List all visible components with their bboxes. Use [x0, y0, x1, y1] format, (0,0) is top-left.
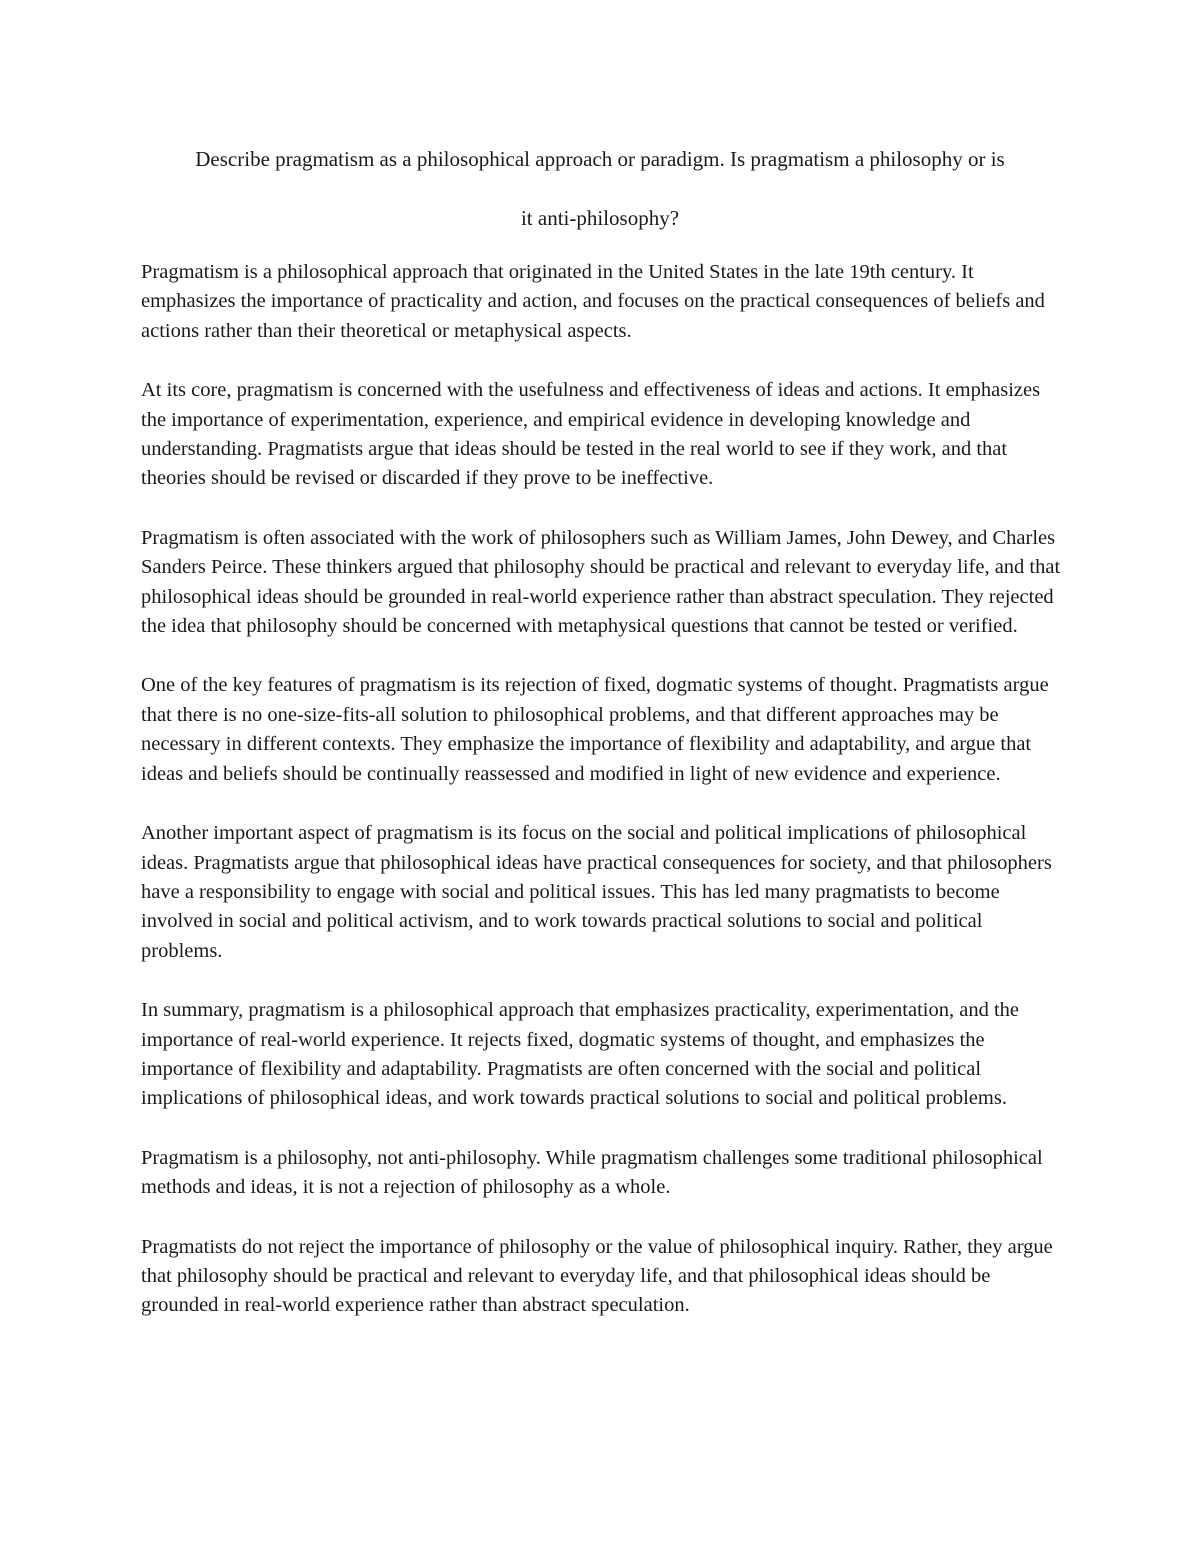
paragraph: In summary, pragmatism is a philosophical approach that emphasizes practicality, experimentation, and the importance of real-world experience. It rejects fixed, dogmatic systems of thought, and emphasizes the importance of flexibility and adaptability. Pragmatists are often concerned with the social and political implications of philosophical ideas, and work towards practical solutions to social and political problems.	[141, 999, 1019, 1110]
paragraph: Pragmatism is a philosophy, not anti-philosophy. While pragmatism challenges some traditional philosophical methods and ideas, it is not a rejection of philosophy as a whole.	[141, 1146, 1043, 1199]
document-body	[141, 258, 1066, 1351]
document-title-line-2: it anti-philosophy?	[520, 206, 680, 230]
paragraph: Pragmatists do not reject the importance of philosophy or the value of philosophical inquiry. Rather, they argue that philosophy should be practical and relevant to everyday life, and that philosophical ideas should be grounded in real-world experience rather than abstract speculation.	[141, 1235, 1053, 1317]
paragraph: Pragmatism is often associated with the work of philosophers such as William James, John Dewey, and Charles Sanders Peirce. These thinkers argued that philosophy should be practical and relevant to everyday life, and that philosophical ideas should be grounded in real-world experience rather than abstract speculation. They rejected the idea that philosophy should be concerned with metaphysical questions that cannot be tested or verified.	[141, 526, 1061, 638]
paragraph: Pragmatism is a philosophical approach that originated in the United States in the late 19th century. It emphasizes the importance of practicality and action, and focuses on the practical consequences of beliefs and actions rather than their theoretical or metaphysical aspects.	[141, 261, 1045, 342]
paragraph: Another important aspect of pragmatism is its focus on the social and political implications of philosophical ideas. Pragmatists argue that philosophical ideas have practical consequences for society, and that philosophers have a responsibility to engage with social and political issues. This has led many pragmatists to become involved in social and political activism, and to work towards practical solutions to social and political problems.	[141, 822, 1052, 962]
paragraph: At its core, pragmatism is concerned with the usefulness and effectiveness of ideas and actions. It emphasizes the importance of experimentation, experience, and empirical evidence in developing knowledge and understanding. Pragmatists argue that ideas should be tested in the real world to see if they work, and that theories should be revised or discarded if they prove to be ineffective.	[141, 379, 1041, 490]
document-title-line-1: Describe pragmatism as a philosophical approach or paradigm. Is pragmatism a philosophy or is	[195, 147, 1005, 171]
paragraph: One of the key features of pragmatism is its rejection of fixed, dogmatic systems of thought. Pragmatists argue that there is no one-size-fits-all solution to philosophical problems, and that different approaches may be necessary in different contexts. They emphasize the importance of flexibility and adaptability, and argue that ideas and beliefs should be continually reassessed and modified in light of new evidence and experience.	[141, 674, 1049, 785]
